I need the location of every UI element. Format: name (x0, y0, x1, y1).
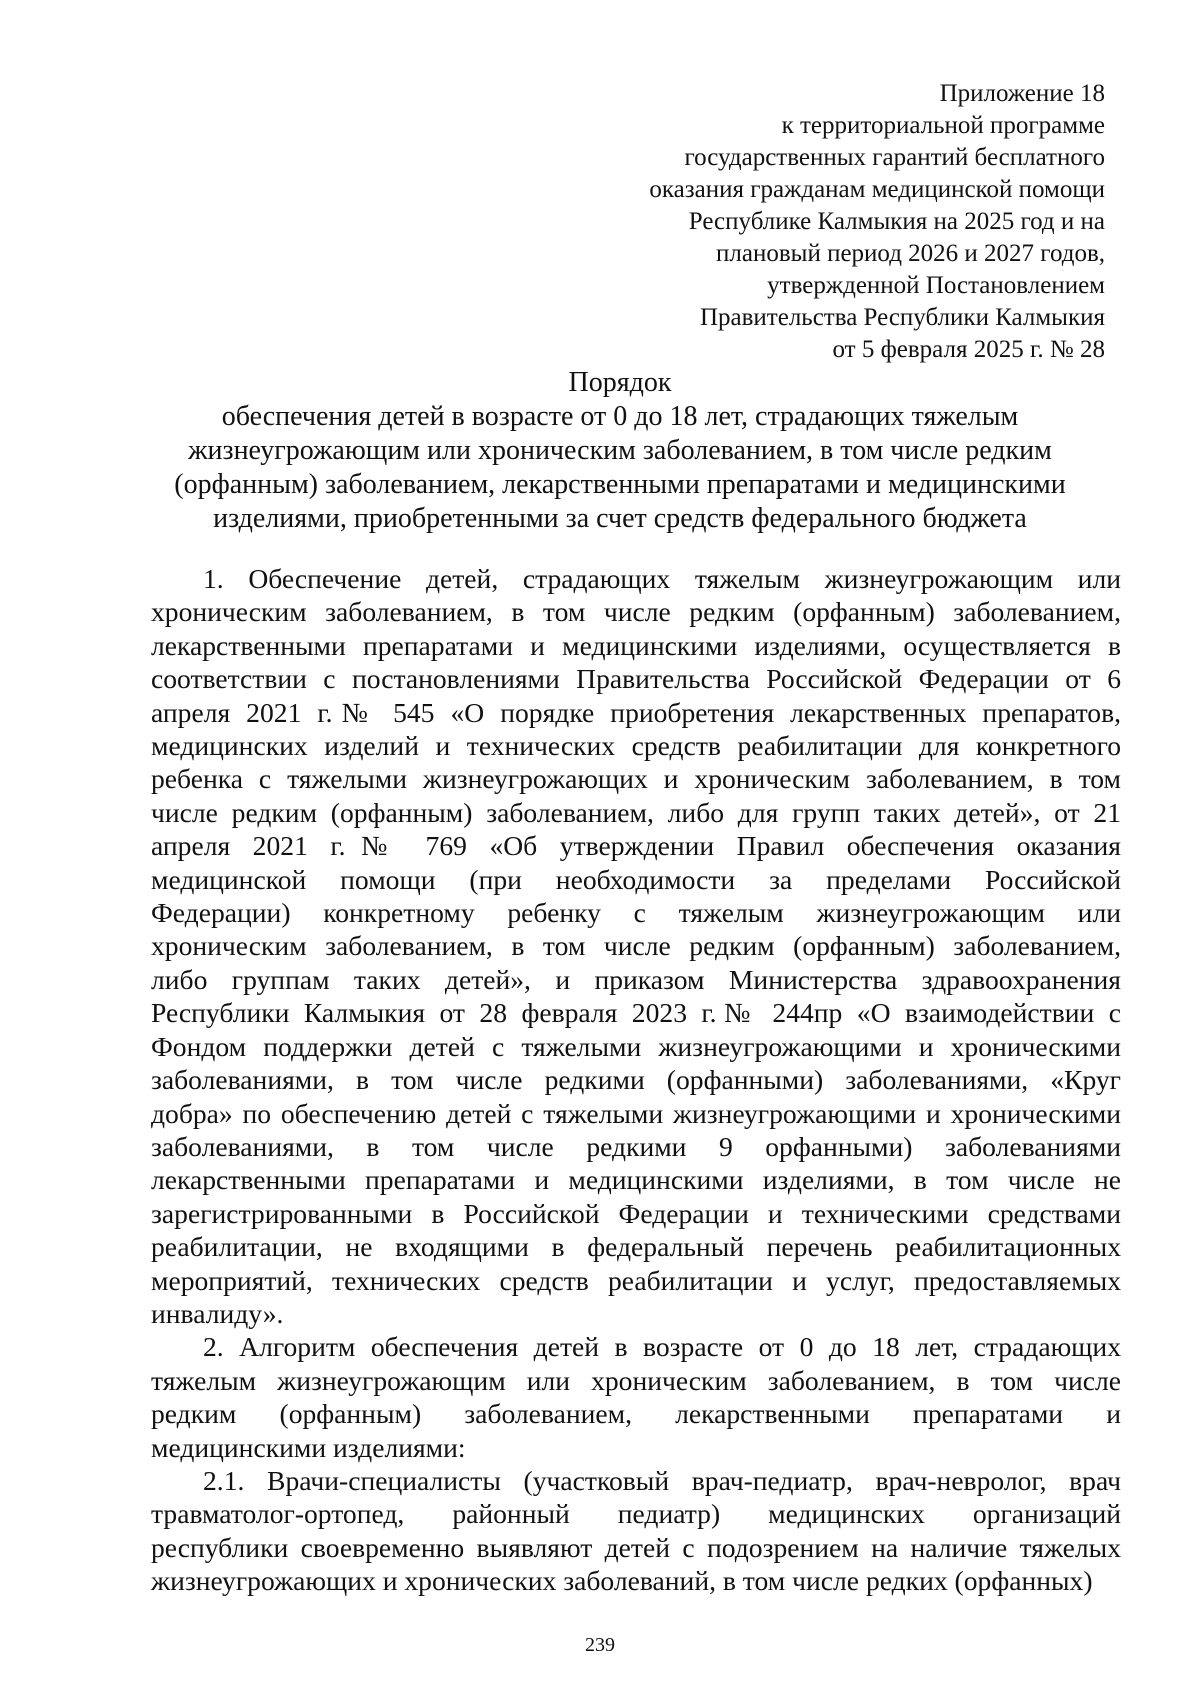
paragraph-line: травматолог-ортопед, районный педиатр) медицинских организаций (151, 1498, 1121, 1530)
paragraph-line: медицинской помощи (при необходимости за пределами Российской (151, 863, 1121, 895)
title-subtitle (140, 400, 1100, 536)
paragraph-line: апреля 2021 г.№ 545 «О порядке приобретения лекарственных препаратов, (151, 696, 1121, 728)
paragraph-line: инвалиду». (151, 1297, 284, 1329)
document-body (151, 562, 1121, 1598)
paragraph-line: медицинских изделий и технических средств реабилитации для конкретного (151, 730, 1121, 762)
paragraph-line: числе редким (орфанным) заболеванием, либо для групп таких детей», от 21 (151, 796, 1121, 828)
paragraph-line: либо группам таких детей», и приказом Министерства здравоохранения (151, 963, 1121, 995)
title-line: обеспечения детей в возрасте от 0 до 18 лет, страдающих тяжелым (221, 401, 1019, 432)
appendix-line: утвержденной Постановлением (767, 272, 1105, 299)
title-line: (орфанным) заболеванием, лекарственными препаратами и медицинскими (174, 469, 1066, 500)
appendix-line: Правительства Республики Калмыкия (699, 304, 1105, 331)
paragraph-line: зарегистрированными в Российской Федерации и техническими средствами (151, 1197, 1121, 1229)
appendix-line: Приложение 18 (939, 80, 1105, 107)
appendix-line: государственных гарантий бесплатного (684, 144, 1105, 171)
paragraph-line: хроническим заболеванием, в том числе редким (орфанным) заболеванием, (151, 930, 1121, 962)
title-line: изделиями, приобретенными за счет средств федерального бюджета (213, 503, 1027, 534)
paragraph-line: жизнеугрожающих и хронических заболеваний, в том числе редких (орфанных) (151, 1565, 1093, 1597)
appendix-line: плановый период 2026 и 2027 годов, (716, 240, 1105, 267)
appendix-line: Республике Калмыкия на 2025 год и на (688, 208, 1105, 235)
paragraph-line: медицинскими изделиями: (151, 1431, 466, 1463)
paragraph-line: тяжелым жизнеугрожающим или хроническим заболеванием, в том числе (151, 1364, 1121, 1396)
paragraph-line: 2. Алгоритм обеспечения детей в возрасте от 0 до 18 лет, страдающих (203, 1331, 1121, 1363)
document-title (140, 366, 1100, 536)
paragraph-line: мероприятий, технических средств реабилитации и услуг, предоставляемых (151, 1264, 1121, 1296)
paragraph-line: Федерации) конкретному ребенку с тяжелым жизнеугрожающим или (151, 897, 1121, 929)
paragraph (151, 1330, 1121, 1464)
paragraph-line: заболеваниями, в том числе редкими 9 орфанными) заболеваниями (151, 1130, 1121, 1162)
paragraph (151, 1464, 1121, 1598)
paragraph-line: заболеваниями, в том числе редкими (орфанными) заболеваниями, «Круг (151, 1064, 1121, 1096)
appendix-line: оказания гражданам медицинской помощи (649, 176, 1105, 203)
paragraph-line: хроническим заболеванием, в том числе редким (орфанным) заболеванием, (151, 596, 1121, 628)
paragraph-line: реабилитации, не входящими в федеральный перечень реабилитационных (151, 1231, 1121, 1263)
paragraph-line: 1. Обеспечение детей, страдающих тяжелым жизнеугрожающим или (203, 563, 1121, 594)
appendix-line: от 5 февраля 2025 г. № 28 (832, 336, 1105, 363)
paragraph-line: соответствии с постановлениями Правительства Российской Федерации от 6 (151, 663, 1121, 695)
paragraph-line: ребенка с тяжелыми жизнеугрожающих и хроническим заболеванием, в том (151, 763, 1121, 795)
paragraph-line: Республики Калмыкия от 28 февраля 2023 г.№ 244пр «О взаимодействии с (151, 997, 1121, 1029)
paragraph-line: редким (орфанным) заболеванием, лекарственными препаратами и (151, 1398, 1121, 1430)
title-main: Порядок (568, 367, 672, 398)
paragraph-line: добра» по обеспечению детей с тяжелыми жизнеугрожающими и хроническими (151, 1097, 1121, 1129)
paragraph-line: лекарственными препаратами и медицинскими изделиями, в том числе не (151, 1164, 1121, 1196)
paragraph-line: апреля 2021 г.№ 769 «Об утверждении Правил обеспечения оказания (151, 830, 1121, 862)
paragraph-line: Фондом поддержки детей с тяжелыми жизнеугрожающими и хроническими (151, 1030, 1121, 1062)
paragraph-line: республики своевременно выявляют детей с подозрением на наличие тяжелых (151, 1531, 1121, 1563)
paragraph-line: лекарственными препаратами и медицинскими изделиями, осуществляется в (151, 629, 1121, 661)
appendix-header (545, 78, 1105, 366)
title-line: жизнеугрожающим или хроническим заболеванием, в том числе редким (188, 435, 1052, 466)
paragraph (151, 562, 1121, 1330)
appendix-line: к территориальной программе (781, 112, 1105, 139)
paragraph-line: 2.1. Врачи-специалисты (участковый врач-педиатр, врач-невролог, врач (203, 1464, 1121, 1496)
page-number: 239 (585, 1634, 615, 1656)
